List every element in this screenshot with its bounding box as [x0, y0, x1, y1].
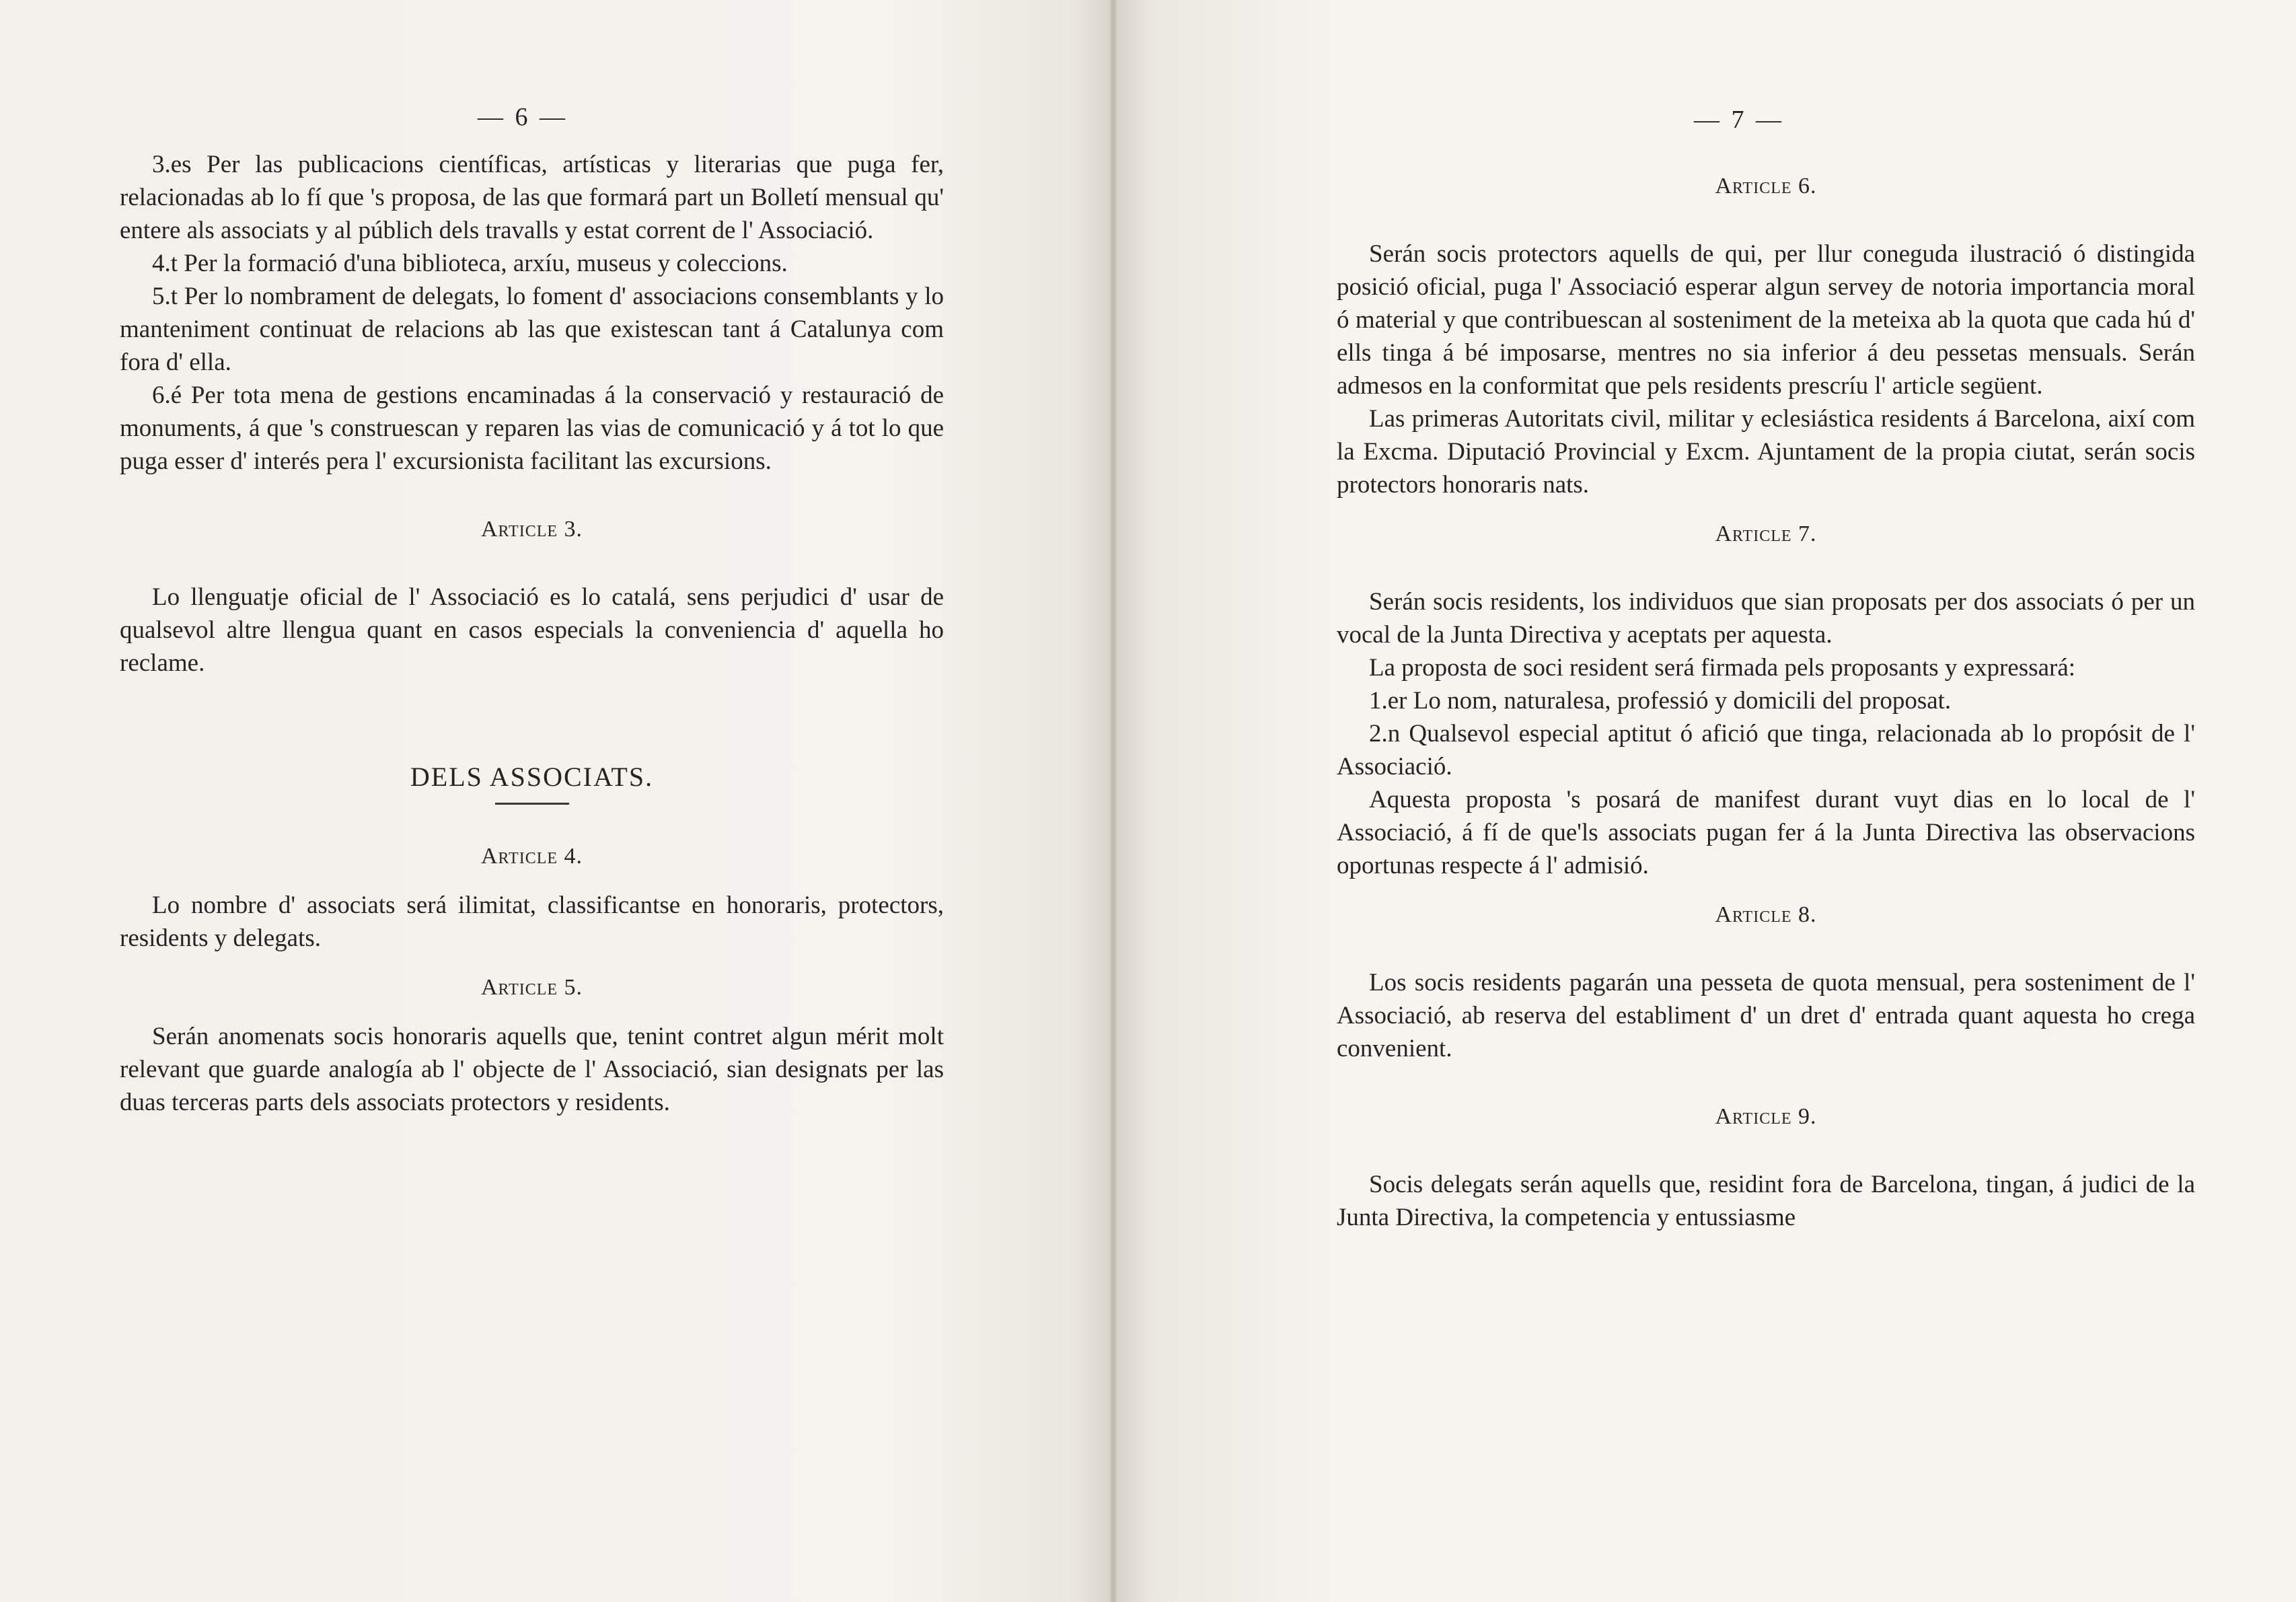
article-4-heading: Article 4. [480, 844, 583, 869]
list-item-3: 3.es Per las publicacions científicas, artísticas y literarias que puga fer, relacionadas ab lo fí que 's proposa, de las que formará part un Bolletí mensual qu' entere als associats y al públich dels travalls y estat corrent de l' Associació. [120, 151, 944, 244]
article-7-heading: Article 7. [1715, 521, 1817, 546]
article-7-text-1: Serán socis residents, los individuos que sian proposats per dos associats ó per un vocal de la Junta Directiva y aceptats per aquesta. [1337, 588, 2195, 649]
article-6-heading: Article 6. [1715, 174, 1817, 198]
article-7-text-3: Aquesta proposta 's posará de manifest durant vuyt dias en lo local de l' Associació, á fí de que'ls associats pugan fer á la Junta Directiva las observacions oportunas respecte á l' admisió. [1337, 786, 2195, 879]
page-number-left: — 6 — [478, 103, 568, 131]
list-item-5: 5.t Per lo nombrament de delegats, lo foment d' associacions consemblants y lo manteniment continuat de relacions ab las que existescan tant á Catalunya com fora d' ella. [120, 283, 944, 376]
right-page-text [1337, 170, 2195, 1234]
left-page-text [120, 148, 944, 1119]
list-item-4: 4.t Per la formació d'una biblioteca, arxíu, museus y coleccions. [152, 250, 788, 277]
book-gutter [1110, 0, 1117, 1602]
article-7-item-1: 1.er Lo nom, naturalesa, professió y domicili del proposat. [1369, 687, 1952, 715]
article-3-heading: Article 3. [480, 517, 583, 542]
article-9-text: Socis delegats serán aquells que, residint fora de Barcelona, tingan, á judici de la Junta Directiva, la competencia y entussiasme [1337, 1171, 2195, 1231]
article-3-text: Lo llenguatje oficial de l' Associació es lo catalá, sens perjudici d' usar de qualsevol altre llengua quant en casos especials la conveniencia d' aquella ho reclame. [120, 583, 944, 677]
article-5-heading: Article 5. [480, 975, 583, 1000]
article-9-heading: Article 9. [1715, 1104, 1817, 1129]
page-number-right: — 7 — [1694, 106, 1784, 134]
article-8-text: Los socis residents pagarán una pesseta de quota mensual, pera sosteniment de l' Associació, ab reserva del establiment d' un dret d' entrada quant aquesta ho crega convenient. [1337, 969, 2195, 1062]
article-7-text-2: La proposta de soci resident será firmada pels proposants y expressará: [1369, 654, 2076, 682]
article-7-item-2: 2.n Qualsevol especial aptitut ó afició que tinga, relacionada ab lo propósit de l' Associació. [1337, 720, 2195, 780]
article-6-text-1: Serán socis protectors aquells de qui, per llur coneguda ilustració ó distingida posició oficial, puga l' Associació esperar algun servey de notoria importancia moral ó material y que contribuescan al sosteniment de la meteixa ab la quota que cada hú d' ells tinga á bé imposarse, mentres no sia inferior á deu pessetas mensuals. Serán admesos en la conformitat que pels residents prescríu l' article següent. [1337, 240, 2195, 400]
article-4-text: Lo nombre d' associats será ilimitat, classificantse en honoraris, protectors, residents y delegats. [120, 891, 944, 952]
article-5-text: Serán anomenats socis honoraris aquells que, tenint contret algun mérit molt relevant que guarde analogía ab l' objecte de l' Associació, sian designats per las duas terceras parts dels associats protectors y residents. [120, 1023, 944, 1116]
list-item-6: 6.é Per tota mena de gestions encaminadas á la conservació y restauració de monuments, á que 's construescan y reparen las vias de comunicació y á tot lo que puga esser d' interés pera l' excursionista facilitant las excursions. [120, 381, 944, 475]
article-8-heading: Article 8. [1715, 902, 1817, 927]
left-page [0, 0, 1110, 1602]
section-title: DELS ASSOCIATS. [410, 762, 654, 792]
right-page [1117, 0, 2296, 1602]
article-6-text-2: Las primeras Autoritats civil, militar y eclesiástica residents á Barcelona, així com la Excma. Diputació Provincial y Excm. Ajuntament de la propia ciutat, serán socis protectors honoraris nats. [1337, 405, 2195, 499]
